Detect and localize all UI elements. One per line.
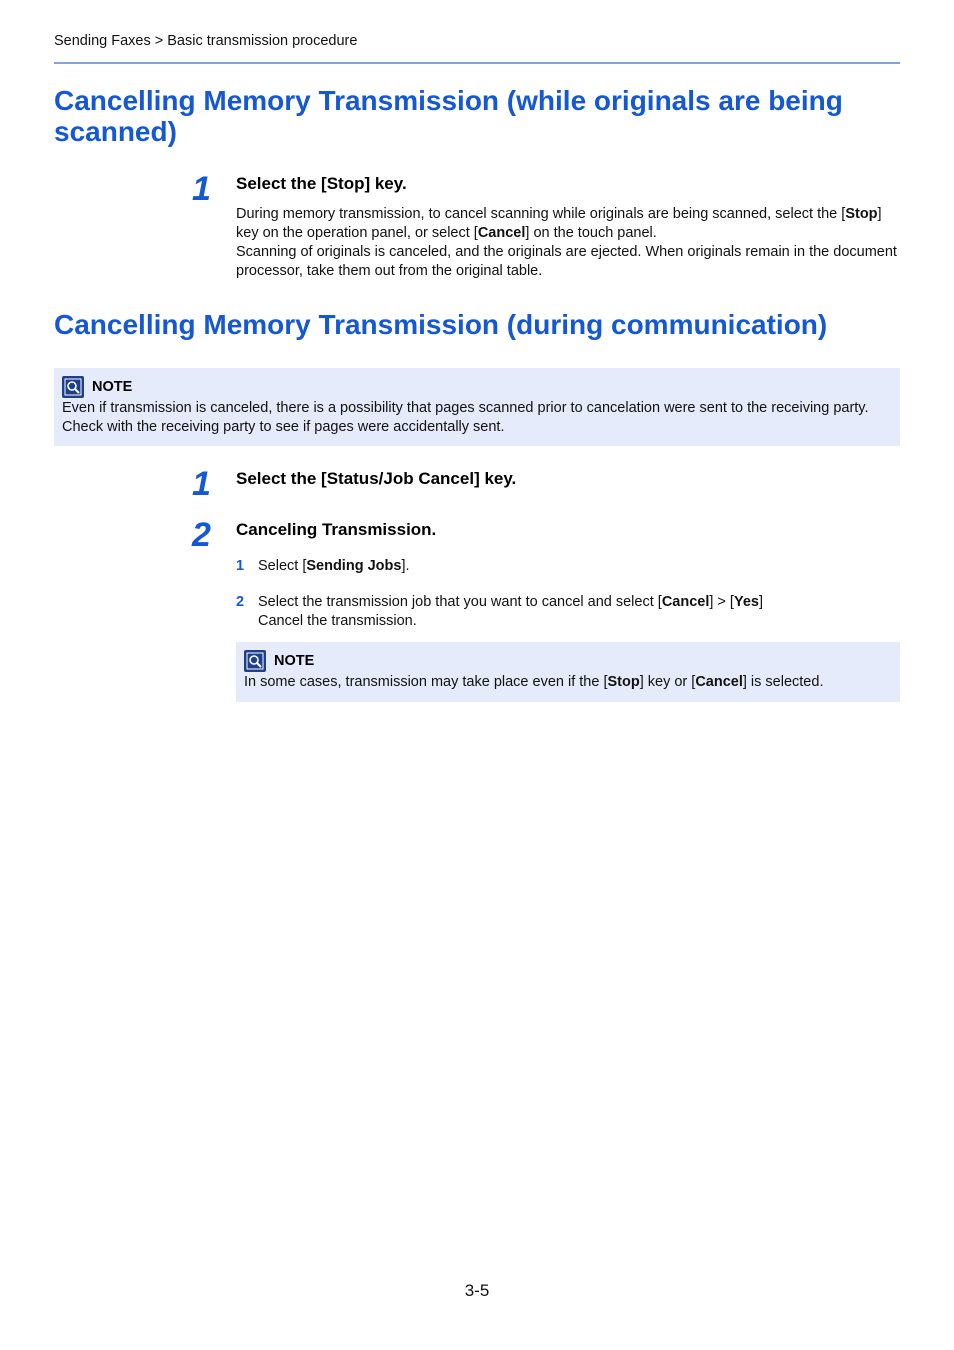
step-number: 2: [192, 516, 211, 554]
note-box: [236, 642, 900, 702]
note-icon: [244, 650, 266, 672]
breadcrumb: Sending Faxes > Basic transmission procedure: [54, 33, 358, 49]
page-number: 3-5: [464, 1281, 490, 1300]
substep: [236, 593, 900, 631]
substep-text: Select [Sending Jobs].: [258, 558, 410, 574]
note-icon: [62, 376, 84, 398]
section-heading-during-communication: Cancelling Memory Transmission (during communication): [54, 309, 828, 340]
step-paragraph: During memory transmission, to cancel scanning while originals are being scanned, select the [Stop] key on the operation panel, or select [Cancel] on the touch panel.: [236, 206, 882, 241]
note-text: In some cases, transmission may take place even if the [Stop] key or [Cancel] is selected.: [244, 674, 824, 690]
substep-number: 1: [236, 558, 245, 574]
step-description: [236, 205, 900, 281]
note-label: NOTE: [92, 379, 133, 395]
substep-text: Select the transmission job that you want to cancel and select [Cancel] > [Yes] Cancel the transmission.: [258, 594, 763, 629]
header-divider: [54, 62, 900, 64]
note-text: Even if transmission is canceled, there is a possibility that pages scanned prior to cancelation were sent to the receiving party. Check with the receiving party to see if pages were accidentally sent.: [62, 400, 869, 435]
step-number: 1: [192, 465, 211, 503]
step-title: Canceling Transmission.: [236, 520, 437, 539]
step-title: Select the [Status/Job Cancel] key.: [236, 469, 517, 488]
section-heading-while-scanning: Cancelling Memory Transmission (while originals are being scanned): [54, 85, 843, 147]
step-number: 1: [192, 170, 211, 208]
substep-number: 2: [236, 594, 245, 610]
step-title: Select the [Stop] key.: [236, 174, 407, 193]
substep: [236, 557, 900, 576]
note-box: [54, 368, 900, 446]
step-paragraph: Scanning of originals is canceled, and the originals are ejected. When originals remain in the document processor, take them out from the original table.: [236, 244, 897, 279]
note-label: NOTE: [274, 653, 315, 669]
